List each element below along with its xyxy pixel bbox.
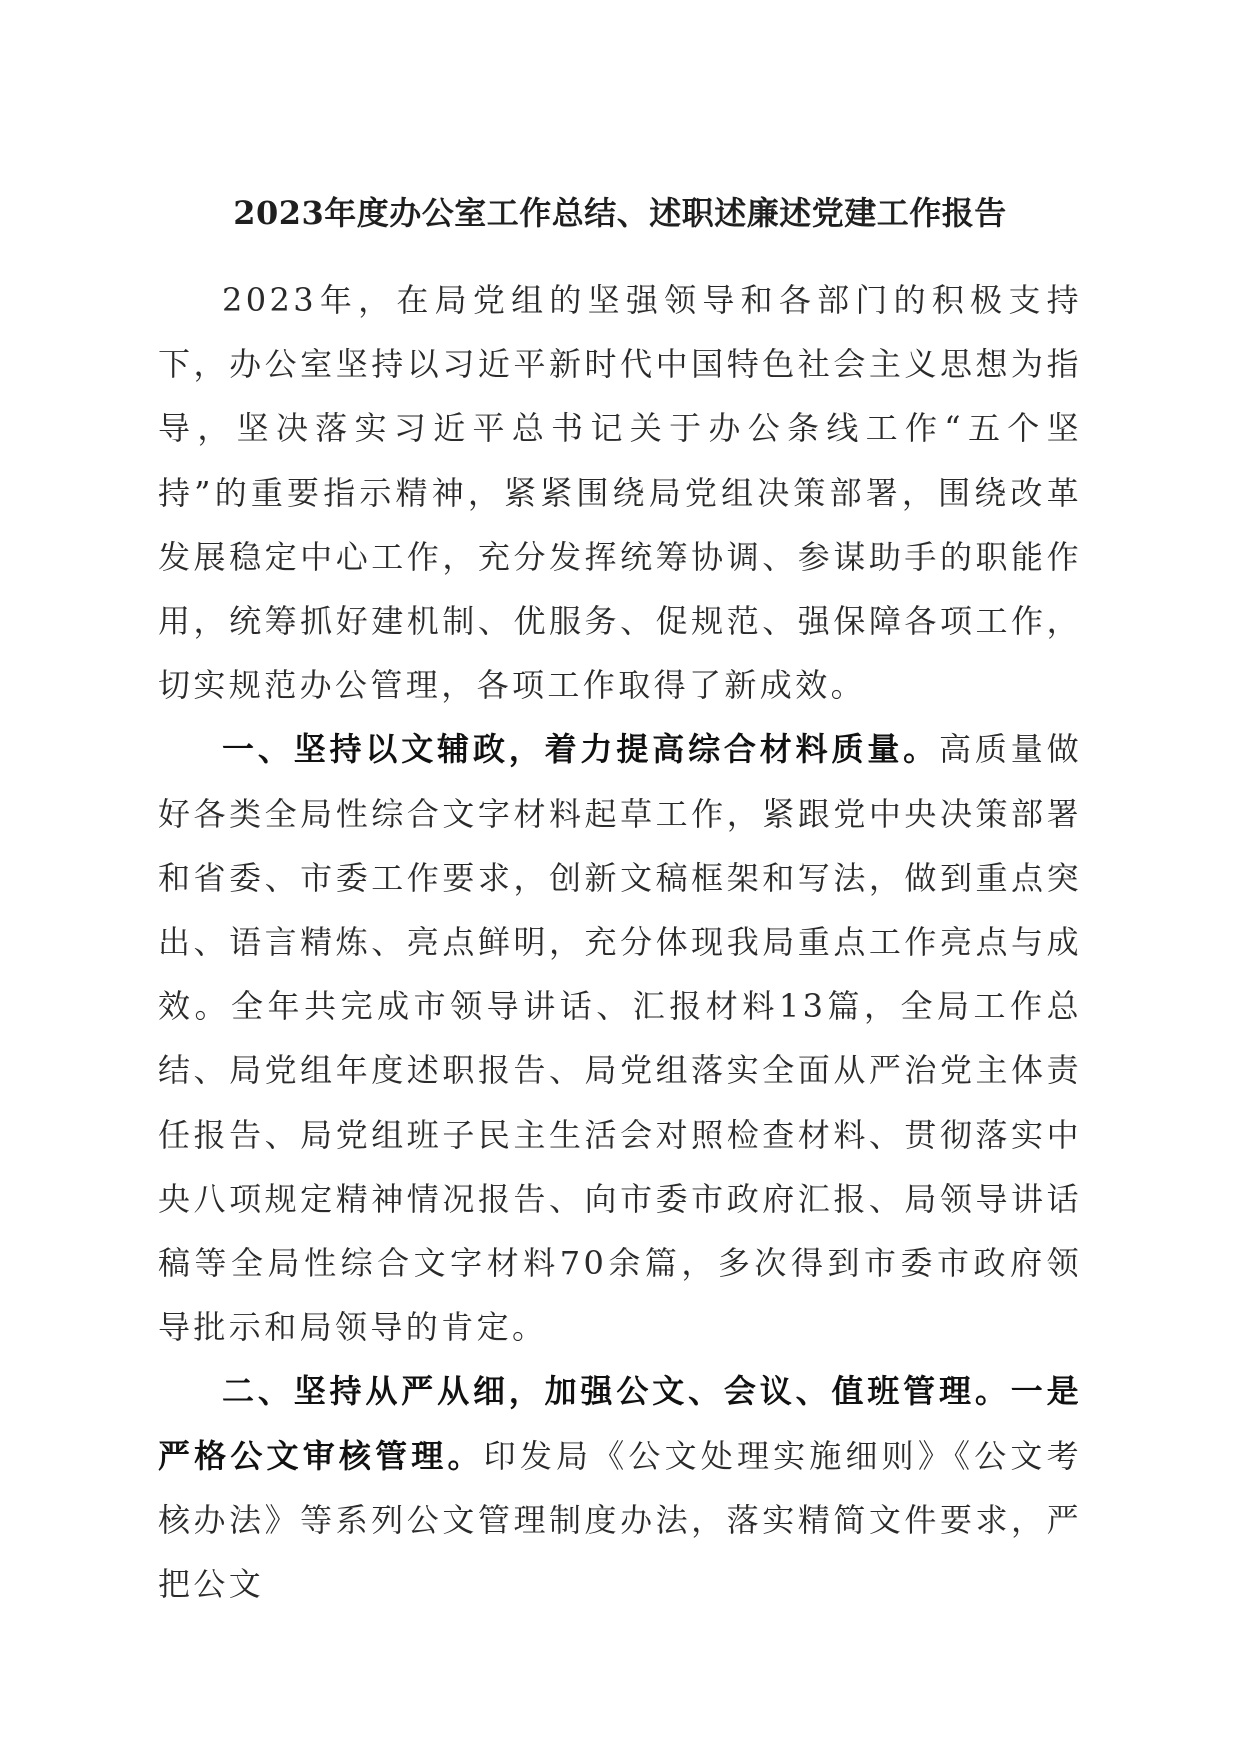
document-title: 2023年度办公室工作总结、述职述廉述党建工作报告 bbox=[233, 194, 1007, 232]
section-2-text: 印发局《公文处理实施细则》《公文考核办法》等系列公文管理制度办法，落实精简文件要求，严把公文 bbox=[158, 1436, 1082, 1604]
section-1-paragraph bbox=[158, 717, 1082, 1359]
intro-paragraph bbox=[158, 268, 1082, 717]
section-2-heading: 二、坚持从严从细，加强公文、会议、值班管理。 bbox=[222, 1372, 1011, 1411]
section-1-text: 高质量做好各类全局性综合文字材料起草工作，紧跟党中央决策部署和省委、市委工作要求，创新文稿框架和写法，做到重点突出、语言精炼、亮点鲜明，充分体现我局重点工作亮点与成效。全年共完成市领导讲话、汇报材料13篇，全局工作总结、局党组年度述职报告、局党组落实全面从严治党主体责任报告、局党组班子民主生活会对照检查材料、贯彻落实中央八项规定精神情况报告、向市委市政府汇报、局领导讲话稿等全局性综合文字材料70余篇，多次得到市委市政府领导批示和局领导的肯定。 bbox=[158, 730, 1082, 1347]
section-1-heading: 一、坚持以文辅政，着力提高综合材料质量。 bbox=[222, 730, 940, 769]
section-2-paragraph bbox=[158, 1359, 1082, 1616]
intro-text: 2023年，在局党组的坚强领导和各部门的积极支持下，办公室坚持以习近平新时代中国特色社会主义思想为指导，坚决落实习近平总书记关于办公条线工作“五个坚持”的重要指示精神，紧紧围绕局党组决策部署，围绕改革发展稳定中心工作，充分发挥统筹协调、参谋助手的职能作用，统筹抓好建机制、优服务、促规范、强保障各项工作，切实规范办公管理，各项工作取得了新成效。 bbox=[158, 281, 1082, 705]
document-body bbox=[158, 268, 1082, 1616]
section-2-subheading: 一是严格公文审核管理。 bbox=[158, 1372, 1082, 1475]
